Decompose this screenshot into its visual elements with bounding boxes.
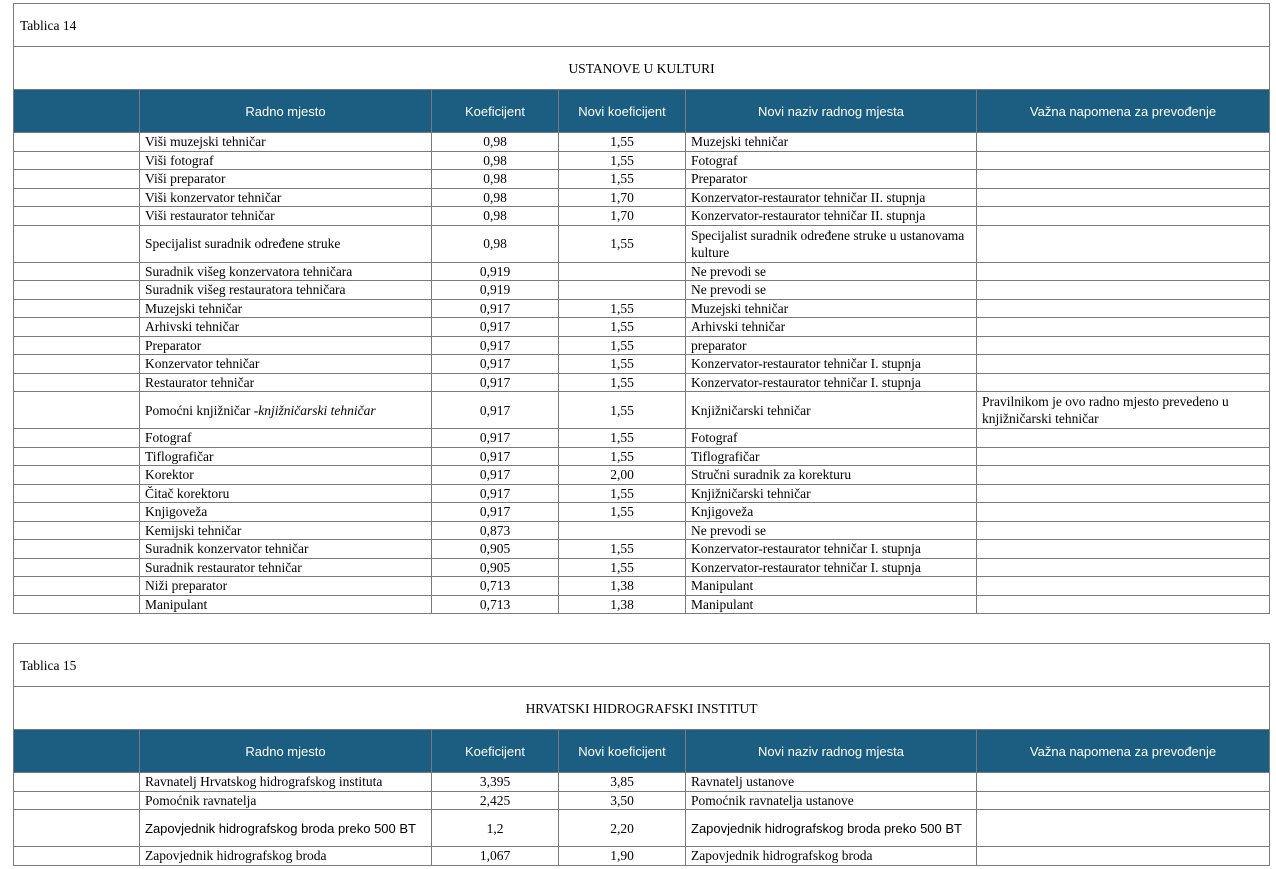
cell-napomena	[977, 577, 1270, 596]
cell-koeficijent: 0,98	[432, 188, 559, 207]
cell-koeficijent: 0,713	[432, 595, 559, 614]
cell-napomena	[977, 299, 1270, 318]
table-row	[14, 521, 1270, 540]
cell-radno-mjesto	[140, 484, 432, 503]
cell-radno-mjesto-text: Restaurator tehničar	[145, 374, 255, 390]
table-row	[14, 151, 1270, 170]
cell-novi-naziv: Fotograf	[686, 151, 977, 170]
cell-novi-koeficijent: 1,55	[559, 447, 686, 466]
header-novi-koeficijent: Novi koeficijent	[559, 730, 686, 773]
cell-napomena	[977, 373, 1270, 392]
cell-radno-mjesto-text: Specijalist suradnik određene struke	[145, 236, 341, 251]
cell-novi-naziv: Tiflografičar	[686, 447, 977, 466]
table-row	[14, 262, 1270, 281]
cell-napomena	[977, 810, 1270, 847]
table-row	[14, 466, 1270, 485]
cell-radno-mjesto	[140, 466, 432, 485]
header-novi-koeficijent: Novi koeficijent	[559, 90, 686, 133]
row-blank-cell	[14, 540, 140, 559]
cell-radno-mjesto	[140, 447, 432, 466]
table-row	[14, 484, 1270, 503]
cell-radno-mjesto-text: Viši restaurator tehničar	[145, 208, 275, 224]
table-row	[14, 299, 1270, 318]
cell-koeficijent: 1,2	[432, 810, 559, 847]
cell-radno-mjesto-text: Zapovjednik hidrografskog broda	[145, 848, 327, 864]
cell-napomena	[977, 847, 1270, 866]
row-blank-cell	[14, 151, 140, 170]
cell-novi-naziv: Muzejski tehničar	[686, 299, 977, 318]
table-14-body	[14, 4, 1270, 614]
table-caption-row	[14, 644, 1270, 687]
cell-radno-mjesto-text: Zapovjednik hidrografskog broda preko 500 BT	[145, 820, 416, 836]
cell-radno-mjesto	[140, 392, 432, 429]
table-row	[14, 847, 1270, 866]
row-blank-cell	[14, 392, 140, 429]
cell-novi-koeficijent: 1,55	[559, 336, 686, 355]
header-blank	[14, 90, 140, 133]
cell-napomena	[977, 151, 1270, 170]
row-blank-cell	[14, 281, 140, 300]
cell-novi-koeficijent: 1,70	[559, 188, 686, 207]
table-row	[14, 225, 1270, 262]
cell-novi-koeficijent: 3,85	[559, 773, 686, 792]
row-blank-cell	[14, 207, 140, 226]
cell-koeficijent: 0,917	[432, 336, 559, 355]
table-row	[14, 558, 1270, 577]
cell-novi-naziv: Ne prevodi se	[686, 262, 977, 281]
table-title: HRVATSKI HIDROGRAFSKI INSTITUT	[14, 687, 1270, 730]
cell-novi-koeficijent: 1,55	[559, 558, 686, 577]
cell-napomena	[977, 281, 1270, 300]
cell-novi-naziv: Fotograf	[686, 429, 977, 448]
cell-napomena	[977, 336, 1270, 355]
cell-radno-mjesto-text: Pomoćnik ravnatelja	[145, 792, 257, 808]
cell-radno-mjesto-italic: knjižničarski tehničar	[258, 402, 376, 418]
table-caption-row	[14, 4, 1270, 47]
row-blank-cell	[14, 170, 140, 189]
cell-radno-mjesto	[140, 595, 432, 614]
cell-radno-mjesto-text: Viši preparator	[145, 171, 226, 187]
cell-napomena	[977, 595, 1270, 614]
row-blank-cell	[14, 336, 140, 355]
table-row	[14, 810, 1270, 847]
cell-radno-mjesto	[140, 429, 432, 448]
table-row	[14, 540, 1270, 559]
cell-novi-koeficijent	[559, 262, 686, 281]
cell-radno-mjesto	[140, 773, 432, 792]
cell-radno-mjesto-text: Preparator	[145, 337, 202, 353]
table-row	[14, 207, 1270, 226]
table-title-row	[14, 687, 1270, 730]
table-row	[14, 429, 1270, 448]
header-napomena: Važna napomena za prevođenje	[977, 90, 1270, 133]
cell-radno-mjesto-text: Tiflografičar	[145, 448, 214, 464]
cell-radno-mjesto	[140, 503, 432, 522]
table-row	[14, 355, 1270, 374]
cell-novi-naziv: Konzervator-restaurator tehničar I. stupnja	[686, 355, 977, 374]
cell-radno-mjesto-text: Kemijski tehničar	[145, 522, 242, 538]
cell-radno-mjesto-text: Pomoćni knjižničar -	[145, 402, 259, 418]
cell-koeficijent: 0,917	[432, 355, 559, 374]
cell-radno-mjesto-text: Suradnik konzervator tehničar	[145, 541, 309, 557]
cell-novi-naziv: Arhivski tehničar	[686, 318, 977, 337]
cell-napomena	[977, 429, 1270, 448]
cell-koeficijent: 1,067	[432, 847, 559, 866]
header-radno-mjesto: Radno mjesto	[140, 730, 432, 773]
cell-radno-mjesto	[140, 847, 432, 866]
row-blank-cell	[14, 429, 140, 448]
cell-koeficijent: 0,905	[432, 558, 559, 577]
cell-napomena	[977, 318, 1270, 337]
row-blank-cell	[14, 188, 140, 207]
cell-radno-mjesto-text: Čitač korektoru	[145, 485, 230, 501]
cell-novi-koeficijent: 1,55	[559, 373, 686, 392]
cell-koeficijent: 0,919	[432, 281, 559, 300]
cell-napomena	[977, 466, 1270, 485]
row-blank-cell	[14, 373, 140, 392]
cell-novi-naziv: Konzervator-restaurator tehničar I. stupnja	[686, 373, 977, 392]
cell-novi-naziv: Manipulant	[686, 577, 977, 596]
cell-radno-mjesto	[140, 225, 432, 262]
cell-radno-mjesto-text: Korektor	[145, 467, 194, 483]
cell-novi-naziv: preparator	[686, 336, 977, 355]
cell-koeficijent: 0,98	[432, 207, 559, 226]
cell-koeficijent: 0,917	[432, 466, 559, 485]
cell-novi-koeficijent	[559, 281, 686, 300]
table-caption: Tablica 15	[14, 644, 1270, 687]
cell-napomena	[977, 558, 1270, 577]
cell-novi-koeficijent: 1,55	[559, 170, 686, 189]
cell-novi-naziv: Muzejski tehničar	[686, 133, 977, 152]
header-koeficijent: Koeficijent	[432, 730, 559, 773]
cell-napomena	[977, 188, 1270, 207]
cell-napomena	[977, 355, 1270, 374]
cell-koeficijent: 0,917	[432, 373, 559, 392]
cell-radno-mjesto-text: Fotograf	[145, 430, 192, 446]
cell-koeficijent: 0,917	[432, 299, 559, 318]
cell-napomena	[977, 791, 1270, 810]
cell-novi-naziv: Zapovjednik hidrografskog broda preko 500 BT	[686, 810, 977, 847]
cell-koeficijent: 0,917	[432, 392, 559, 429]
cell-novi-koeficijent: 2,20	[559, 810, 686, 847]
cell-koeficijent: 0,917	[432, 318, 559, 337]
table-row	[14, 392, 1270, 429]
cell-koeficijent: 0,905	[432, 540, 559, 559]
cell-radno-mjesto	[140, 810, 432, 847]
cell-novi-naziv: Konzervator-restaurator tehničar II. stupnja	[686, 207, 977, 226]
cell-koeficijent: 0,98	[432, 133, 559, 152]
cell-napomena	[977, 447, 1270, 466]
table-row	[14, 791, 1270, 810]
row-blank-cell	[14, 225, 140, 262]
row-blank-cell	[14, 791, 140, 810]
cell-radno-mjesto	[140, 188, 432, 207]
cell-napomena	[977, 540, 1270, 559]
cell-radno-mjesto	[140, 133, 432, 152]
cell-novi-naziv: Manipulant	[686, 595, 977, 614]
cell-novi-koeficijent: 1,55	[559, 355, 686, 374]
table-row	[14, 318, 1270, 337]
header-novi-naziv: Novi naziv radnog mjesta	[686, 90, 977, 133]
row-blank-cell	[14, 133, 140, 152]
header-koeficijent: Koeficijent	[432, 90, 559, 133]
cell-novi-koeficijent: 1,55	[559, 484, 686, 503]
table-row	[14, 577, 1270, 596]
cell-novi-naziv: Konzervator-restaurator tehničar II. stupnja	[686, 188, 977, 207]
cell-napomena	[977, 521, 1270, 540]
table-15-body	[14, 644, 1270, 866]
cell-novi-naziv: Zapovjednik hidrografskog broda	[686, 847, 977, 866]
header-novi-naziv: Novi naziv radnog mjesta	[686, 730, 977, 773]
cell-radno-mjesto	[140, 355, 432, 374]
row-blank-cell	[14, 847, 140, 866]
cell-novi-naziv: Konzervator-restaurator tehničar I. stupnja	[686, 558, 977, 577]
cell-radno-mjesto	[140, 207, 432, 226]
cell-radno-mjesto-text: Suradnik restaurator tehničar	[145, 559, 302, 575]
cell-radno-mjesto-text: Viši konzervator tehničar	[145, 189, 282, 205]
cell-novi-naziv: Ravnatelj ustanove	[686, 773, 977, 792]
table-row	[14, 170, 1270, 189]
cell-radno-mjesto-text: Muzejski tehničar	[145, 300, 243, 316]
table-row	[14, 503, 1270, 522]
row-blank-cell	[14, 595, 140, 614]
table-title: USTANOVE U KULTURI	[14, 47, 1270, 90]
cell-koeficijent: 0,917	[432, 503, 559, 522]
cell-radno-mjesto	[140, 318, 432, 337]
cell-radno-mjesto-text: Viši muzejski tehničar	[145, 134, 266, 150]
table-15	[13, 643, 1270, 866]
cell-napomena	[977, 207, 1270, 226]
cell-napomena: Pravilnikom je ovo radno mjesto prevedeno u knjižničarski tehničar	[977, 392, 1270, 429]
cell-radno-mjesto	[140, 540, 432, 559]
cell-novi-naziv: Knjižničarski tehničar	[686, 484, 977, 503]
cell-radno-mjesto-text: Suradnik višeg restauratora tehničara	[145, 282, 346, 298]
cell-novi-koeficijent: 1,55	[559, 429, 686, 448]
cell-koeficijent: 0,98	[432, 151, 559, 170]
cell-novi-koeficijent: 1,55	[559, 392, 686, 429]
cell-novi-naziv: Pomoćnik ravnatelja ustanove	[686, 791, 977, 810]
cell-koeficijent: 0,98	[432, 170, 559, 189]
cell-radno-mjesto	[140, 577, 432, 596]
cell-novi-naziv: Konzervator-restaurator tehničar I. stupnja	[686, 540, 977, 559]
row-blank-cell	[14, 299, 140, 318]
header-row	[14, 730, 1270, 773]
table-row	[14, 188, 1270, 207]
table-title-row	[14, 47, 1270, 90]
cell-radno-mjesto	[140, 521, 432, 540]
cell-radno-mjesto-text: Konzervator tehničar	[145, 356, 260, 372]
cell-napomena	[977, 503, 1270, 522]
cell-radno-mjesto-text: Niži preparator	[145, 578, 228, 594]
table-row	[14, 281, 1270, 300]
cell-novi-naziv: Ne prevodi se	[686, 521, 977, 540]
cell-koeficijent: 0,919	[432, 262, 559, 281]
row-blank-cell	[14, 558, 140, 577]
cell-radno-mjesto-text: Arhivski tehničar	[145, 319, 240, 335]
cell-radno-mjesto	[140, 262, 432, 281]
cell-radno-mjesto	[140, 299, 432, 318]
cell-radno-mjesto-text: Suradnik višeg konzervatora tehničara	[145, 263, 353, 279]
cell-novi-koeficijent: 1,70	[559, 207, 686, 226]
cell-novi-naziv: Preparator	[686, 170, 977, 189]
table-row	[14, 595, 1270, 614]
cell-radno-mjesto	[140, 281, 432, 300]
row-blank-cell	[14, 503, 140, 522]
row-blank-cell	[14, 484, 140, 503]
cell-koeficijent: 0,917	[432, 484, 559, 503]
row-blank-cell	[14, 466, 140, 485]
cell-radno-mjesto	[140, 170, 432, 189]
cell-koeficijent: 3,395	[432, 773, 559, 792]
row-blank-cell	[14, 521, 140, 540]
table-14	[13, 3, 1270, 614]
cell-novi-koeficijent: 1,55	[559, 225, 686, 262]
row-blank-cell	[14, 773, 140, 792]
cell-napomena	[977, 773, 1270, 792]
row-blank-cell	[14, 318, 140, 337]
cell-novi-naziv: Ne prevodi se	[686, 281, 977, 300]
cell-napomena	[977, 262, 1270, 281]
cell-napomena	[977, 225, 1270, 262]
cell-novi-koeficijent: 1,55	[559, 540, 686, 559]
cell-radno-mjesto-text: Knjigoveža	[145, 504, 208, 520]
cell-novi-koeficijent	[559, 521, 686, 540]
table-row	[14, 133, 1270, 152]
cell-napomena	[977, 133, 1270, 152]
cell-napomena	[977, 484, 1270, 503]
cell-radno-mjesto	[140, 336, 432, 355]
cell-novi-naziv: Specijalist suradnik određene struke u ustanovama kulture	[686, 225, 977, 262]
cell-novi-naziv: Stručni suradnik za korekturu	[686, 466, 977, 485]
cell-koeficijent: 0,917	[432, 429, 559, 448]
cell-radno-mjesto	[140, 373, 432, 392]
cell-novi-koeficijent: 1,55	[559, 151, 686, 170]
header-row	[14, 90, 1270, 133]
cell-novi-koeficijent: 1,55	[559, 318, 686, 337]
cell-novi-koeficijent: 3,50	[559, 791, 686, 810]
header-blank	[14, 730, 140, 773]
cell-radno-mjesto	[140, 151, 432, 170]
row-blank-cell	[14, 355, 140, 374]
table-row	[14, 447, 1270, 466]
table-row	[14, 773, 1270, 792]
cell-koeficijent: 0,713	[432, 577, 559, 596]
header-radno-mjesto: Radno mjesto	[140, 90, 432, 133]
cell-radno-mjesto	[140, 791, 432, 810]
cell-novi-naziv: Knjigoveža	[686, 503, 977, 522]
cell-novi-koeficijent: 2,00	[559, 466, 686, 485]
cell-radno-mjesto	[140, 558, 432, 577]
row-blank-cell	[14, 447, 140, 466]
row-blank-cell	[14, 262, 140, 281]
cell-radno-mjesto-text: Ravnatelj Hrvatskog hidrografskog instituta	[145, 774, 383, 790]
row-blank-cell	[14, 577, 140, 596]
cell-novi-naziv: Knjižničarski tehničar	[686, 392, 977, 429]
cell-novi-koeficijent: 1,55	[559, 133, 686, 152]
cell-koeficijent: 0,873	[432, 521, 559, 540]
cell-radno-mjesto-text: Manipulant	[145, 596, 208, 612]
table-row	[14, 373, 1270, 392]
cell-novi-koeficijent: 1,55	[559, 503, 686, 522]
cell-koeficijent: 0,917	[432, 447, 559, 466]
cell-novi-koeficijent: 1,38	[559, 577, 686, 596]
cell-novi-koeficijent: 1,55	[559, 299, 686, 318]
table-caption: Tablica 14	[14, 4, 1270, 47]
table-row	[14, 336, 1270, 355]
cell-novi-koeficijent: 1,38	[559, 595, 686, 614]
row-blank-cell	[14, 810, 140, 847]
cell-koeficijent: 0,98	[432, 225, 559, 262]
cell-radno-mjesto-text: Viši fotograf	[145, 152, 214, 168]
cell-napomena	[977, 170, 1270, 189]
cell-koeficijent: 2,425	[432, 791, 559, 810]
header-napomena: Važna napomena za prevođenje	[977, 730, 1270, 773]
cell-novi-koeficijent: 1,90	[559, 847, 686, 866]
